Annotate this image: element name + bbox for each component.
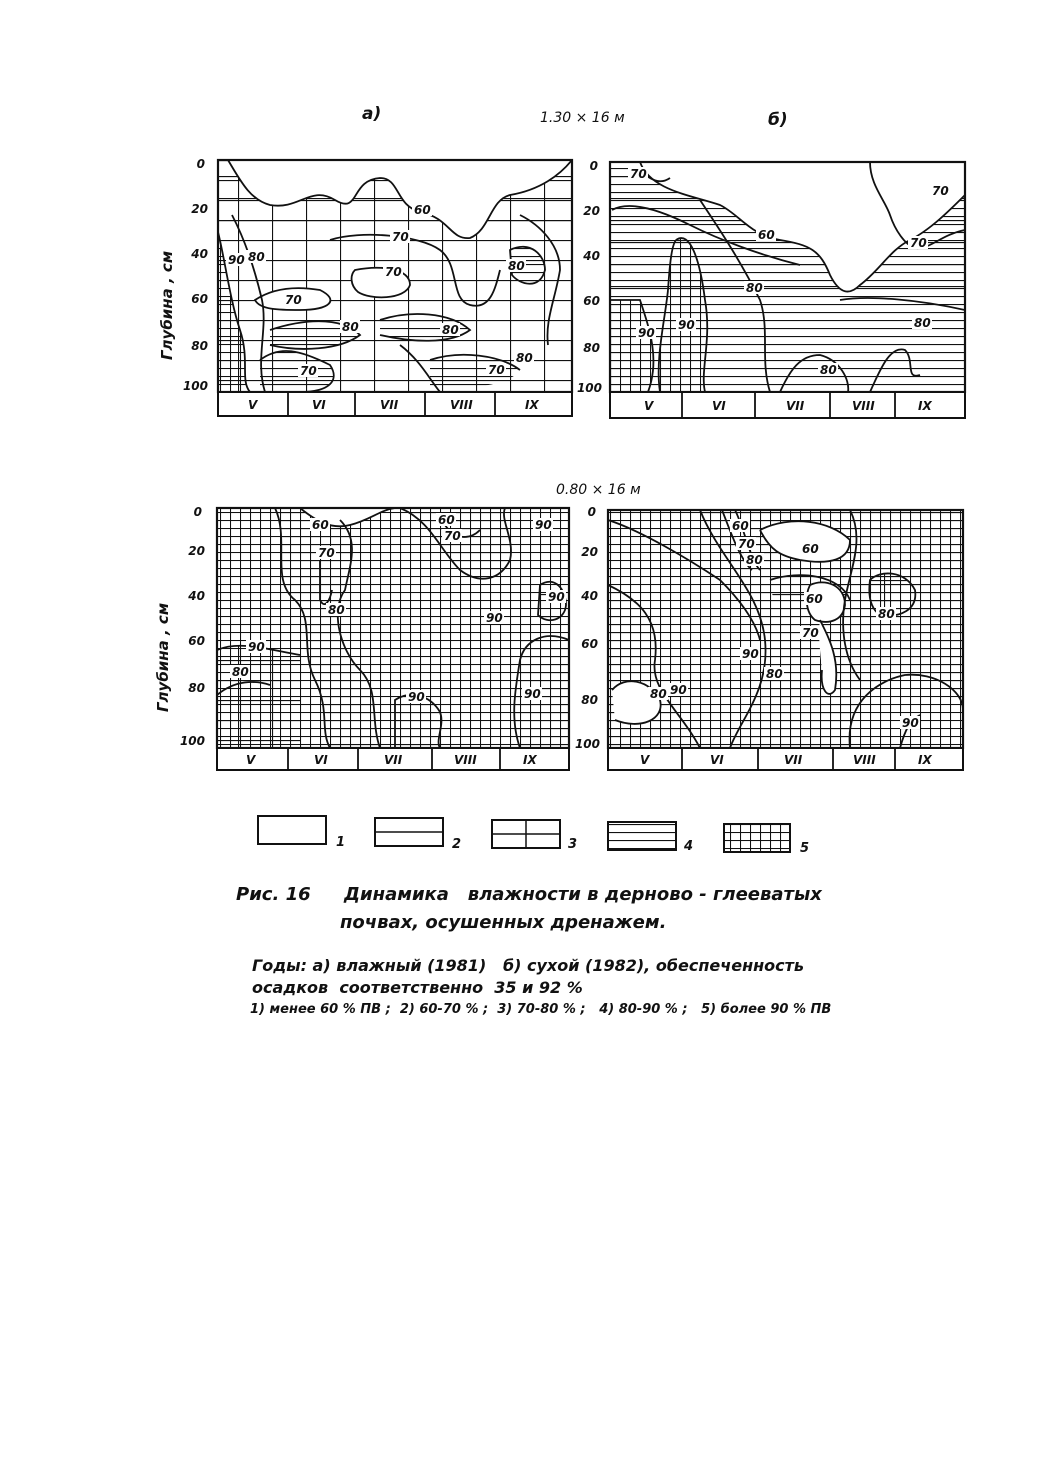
month-label: IX (918, 753, 932, 767)
y-tick: 20 (583, 204, 600, 218)
contour-label: 90 (548, 590, 565, 604)
month-label: VII (784, 753, 803, 767)
y-tick: 100 (574, 737, 600, 751)
y-tick: 20 (191, 202, 208, 216)
month-label: VI (314, 753, 328, 767)
y-tick: 40 (583, 249, 600, 263)
y-tick: 20 (188, 544, 205, 558)
panel-bottom-b (608, 510, 963, 748)
y-tick: 100 (182, 379, 208, 393)
month-label: V (644, 399, 654, 413)
contour-label: 90 (670, 683, 687, 697)
y-tick: 40 (191, 247, 208, 261)
y-tick: 60 (188, 634, 205, 648)
month-label: VII (380, 398, 399, 412)
contour-label: 80 (328, 603, 345, 617)
y-tick: 80 (191, 339, 208, 353)
contour-label: 80 (914, 316, 931, 330)
month-label: V (640, 753, 650, 767)
month-label: VIII (852, 399, 875, 413)
month-label: VIII (450, 398, 473, 412)
contour-label: 70 (630, 167, 647, 181)
legend-num: 3 (568, 837, 578, 852)
contour-label: 90 (742, 647, 759, 661)
legend-swatch-5 (724, 824, 790, 852)
contour-label: 80 (650, 687, 667, 701)
contour-label: 90 (535, 518, 552, 532)
panel-label-b: б) (768, 110, 788, 130)
contour-label: 60 (802, 542, 819, 556)
y-tick: 0 (589, 159, 598, 173)
contour-label: 70 (488, 363, 505, 377)
y-tick: 0 (587, 505, 596, 519)
contour-label: 70 (444, 529, 461, 543)
notes-line-3: 1) менее 60 % ПВ ; 2) 60-70 % ; 3) 70-80 % ; 4) 80-90 % ; 5) более 90 % ПВ (250, 1002, 832, 1017)
contour-label: 60 (758, 228, 775, 242)
y-tick: 60 (583, 294, 600, 308)
month-label: VII (384, 753, 403, 767)
month-label: VI (312, 398, 326, 412)
contour-label: 70 (318, 546, 335, 560)
y-tick: 0 (196, 157, 205, 171)
contour-label: 80 (342, 320, 359, 334)
contour-label: 80 (516, 351, 533, 365)
contour-label: 60 (732, 519, 749, 533)
contour-label: 80 (232, 665, 249, 679)
month-label: VI (712, 399, 726, 413)
legend-num: 2 (452, 837, 462, 852)
contour-label: 80 (820, 363, 837, 377)
contour-label: 70 (392, 230, 409, 244)
contour-label: 90 (902, 716, 919, 730)
contour-label: 90 (408, 690, 425, 704)
month-label: V (246, 753, 256, 767)
month-label: IX (525, 398, 539, 412)
contour-label: 90 (228, 253, 245, 267)
y-tick: 20 (581, 545, 598, 559)
month-label: VIII (454, 753, 477, 767)
contour-label: 80 (508, 259, 525, 273)
month-label: VIII (853, 753, 876, 767)
legend-num: 5 (800, 841, 810, 856)
legend-swatch-4 (608, 822, 676, 850)
caption-title-2: почвах, осушенных дренажем. (340, 912, 667, 933)
month-label: IX (918, 399, 932, 413)
y-tick: 100 (576, 381, 602, 395)
contour-label: 70 (738, 537, 755, 551)
month-label: VII (786, 399, 805, 413)
contour-label: 70 (285, 293, 302, 307)
y-axis-title-bottom: Глубина , см (154, 602, 172, 712)
contour-label: 60 (806, 592, 823, 606)
contour-label: 80 (248, 250, 265, 264)
contour-label: 80 (766, 667, 783, 681)
y-tick: 60 (191, 292, 208, 306)
contour-label: 90 (486, 611, 503, 625)
contour-label: 70 (932, 184, 949, 198)
contour-label: 70 (802, 626, 819, 640)
y-tick: 60 (581, 637, 598, 651)
y-axis-title-top: Глубина , см (158, 250, 176, 360)
y-tick: 0 (193, 505, 202, 519)
y-tick: 40 (188, 589, 205, 603)
contour-label: 90 (524, 687, 541, 701)
drain-spacing-top: 1.30 × 16 м (540, 110, 625, 126)
drain-spacing-bottom: 0.80 × 16 м (556, 482, 641, 498)
contour-label: 60 (312, 518, 329, 532)
notes-line-2: осадков соответственно 35 и 92 % (252, 978, 583, 997)
contour-label: 70 (385, 265, 402, 279)
panel-bottom-a (217, 508, 569, 748)
figure-number: Рис. 16 (236, 884, 311, 905)
contour-label: 70 (910, 236, 927, 250)
month-label: IX (523, 753, 537, 767)
legend-num: 1 (336, 835, 346, 850)
y-tick: 40 (581, 589, 598, 603)
month-label: V (248, 398, 258, 412)
legend-swatch-1 (258, 816, 326, 844)
panel-top-b (610, 162, 965, 392)
contour-label: 90 (638, 326, 655, 340)
y-tick: 80 (583, 341, 600, 355)
panel-label-a: а) (362, 104, 382, 124)
contour-label: 70 (300, 364, 317, 378)
contour-label: 80 (442, 323, 459, 337)
y-tick: 80 (188, 681, 205, 695)
y-tick: 80 (581, 693, 598, 707)
month-label: VI (710, 753, 724, 767)
contour-label: 60 (438, 513, 455, 527)
contour-label: 80 (878, 607, 895, 621)
contour-label: 80 (746, 281, 763, 295)
contour-label: 80 (746, 553, 763, 567)
caption-title-1: Динамика влажности в дерново - глееватых (344, 884, 822, 905)
contour-label: 90 (248, 640, 265, 654)
contour-label: 90 (678, 318, 695, 332)
contour-label: 60 (414, 203, 431, 217)
notes-line-1: Годы: а) влажный (1981) б) сухой (1982), обеспеченность (252, 956, 805, 975)
y-tick: 100 (179, 734, 205, 748)
legend-num: 4 (684, 839, 694, 854)
